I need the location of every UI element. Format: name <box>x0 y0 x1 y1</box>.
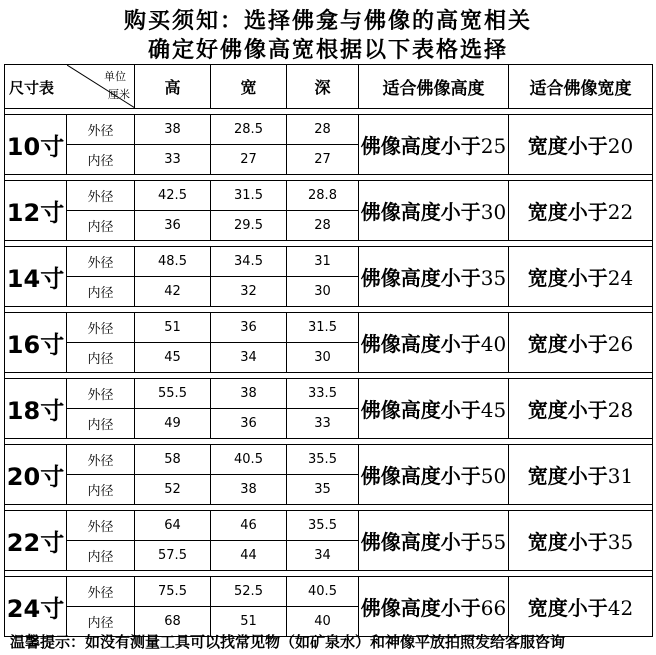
corner-cell <box>5 65 135 109</box>
outer-value: 51 <box>135 313 211 343</box>
inner-value: 30 <box>287 277 359 307</box>
outer-value: 40.5 <box>287 577 359 607</box>
fit-width-cell <box>509 577 653 637</box>
outer-value: 75.5 <box>135 577 211 607</box>
size-cell: 18寸 <box>5 379 67 439</box>
fit-height-value: 35 <box>480 266 507 290</box>
outer-value: 28.5 <box>211 115 287 145</box>
outer-value: 36 <box>211 313 287 343</box>
inner-value: 40 <box>287 607 359 637</box>
outer-value: 58 <box>135 445 211 475</box>
fit-height-value: 55 <box>480 530 507 554</box>
inner-label: 内径 <box>67 211 135 241</box>
outer-value: 38 <box>135 115 211 145</box>
fit-height-value: 40 <box>480 332 507 356</box>
table-row <box>5 115 653 145</box>
table-row <box>5 247 653 277</box>
outer-value: 28 <box>287 115 359 145</box>
outer-label: 外径 <box>67 247 135 277</box>
fit-height-value: 66 <box>480 596 507 620</box>
fit-height-value: 25 <box>480 134 507 158</box>
fit-height-cell <box>359 181 509 241</box>
table-header-row <box>5 65 653 109</box>
inner-value: 38 <box>211 475 287 505</box>
fit-width-value: 20 <box>607 134 634 158</box>
inner-value: 42 <box>135 277 211 307</box>
inner-value: 34 <box>211 343 287 373</box>
size-cell: 22寸 <box>5 511 67 571</box>
fit-width-cell <box>509 115 653 175</box>
col-fit-width-header: 适合佛像宽度 <box>509 65 653 109</box>
outer-value: 38 <box>211 379 287 409</box>
outer-value: 52.5 <box>211 577 287 607</box>
fit-width-prefix: 宽度小于 <box>527 134 608 158</box>
table-row <box>5 511 653 541</box>
fit-height-value: 30 <box>480 200 507 224</box>
fit-height-prefix: 佛像高度小于 <box>360 332 481 356</box>
inner-label: 内径 <box>67 409 135 439</box>
fit-height-prefix: 佛像高度小于 <box>360 398 481 422</box>
inner-value: 52 <box>135 475 211 505</box>
col-height-header: 高 <box>135 65 211 109</box>
outer-value: 55.5 <box>135 379 211 409</box>
fit-height-prefix: 佛像高度小于 <box>360 266 481 290</box>
table-row <box>5 181 653 211</box>
fit-width-cell <box>509 247 653 307</box>
fit-width-prefix: 宽度小于 <box>527 530 608 554</box>
outer-value: 31.5 <box>287 313 359 343</box>
fit-height-cell <box>359 511 509 571</box>
inner-label: 内径 <box>67 277 135 307</box>
inner-value: 33 <box>287 409 359 439</box>
fit-height-prefix: 佛像高度小于 <box>360 134 481 158</box>
size-cell: 14寸 <box>5 247 67 307</box>
outer-value: 35.5 <box>287 511 359 541</box>
inner-value: 49 <box>135 409 211 439</box>
fit-height-value: 50 <box>480 464 507 488</box>
outer-label: 外径 <box>67 577 135 607</box>
fit-width-cell <box>509 511 653 571</box>
outer-label: 外径 <box>67 511 135 541</box>
outer-label: 外径 <box>67 379 135 409</box>
inner-value: 36 <box>211 409 287 439</box>
fit-height-value: 45 <box>480 398 507 422</box>
size-cell: 10寸 <box>5 115 67 175</box>
inner-value: 36 <box>135 211 211 241</box>
fit-height-cell <box>359 115 509 175</box>
page-title: 购买须知：选择佛龛与佛像的高宽相关 <box>123 8 532 34</box>
outer-value: 42.5 <box>135 181 211 211</box>
table-row <box>5 313 653 343</box>
size-cell: 16寸 <box>5 313 67 373</box>
fit-width-prefix: 宽度小于 <box>527 464 608 488</box>
fit-width-value: 22 <box>607 200 634 224</box>
fit-width-value: 31 <box>607 464 634 488</box>
inner-value: 34 <box>287 541 359 571</box>
size-cell: 12寸 <box>5 181 67 241</box>
inner-value: 51 <box>211 607 287 637</box>
inner-value: 27 <box>287 145 359 175</box>
size-table <box>4 64 653 637</box>
outer-value: 64 <box>135 511 211 541</box>
col-width-header: 宽 <box>211 65 287 109</box>
fit-width-value: 26 <box>607 332 634 356</box>
fit-width-prefix: 宽度小于 <box>527 200 608 224</box>
unit-value: 厘米 <box>108 88 130 101</box>
inner-label: 内径 <box>67 541 135 571</box>
fit-width-value: 35 <box>607 530 634 554</box>
page-subtitle: 确定好佛像高宽根据以下表格选择 <box>147 37 508 63</box>
fit-width-cell <box>509 181 653 241</box>
outer-label: 外径 <box>67 115 135 145</box>
inner-label: 内径 <box>67 343 135 373</box>
fit-width-cell <box>509 313 653 373</box>
inner-value: 30 <box>287 343 359 373</box>
fit-width-cell <box>509 445 653 505</box>
inner-label: 内径 <box>67 145 135 175</box>
size-label: 尺寸表 <box>9 79 55 97</box>
fit-height-cell <box>359 577 509 637</box>
tip-note: 温馨提示：如没有测量工具可以找常见物（如矿泉水）和神像平放拍照发给客服咨询 <box>10 633 566 651</box>
fit-height-prefix: 佛像高度小于 <box>360 530 481 554</box>
outer-value: 46 <box>211 511 287 541</box>
outer-value: 33.5 <box>287 379 359 409</box>
outer-label: 外径 <box>67 313 135 343</box>
fit-height-cell <box>359 379 509 439</box>
outer-value: 35.5 <box>287 445 359 475</box>
inner-value: 28 <box>287 211 359 241</box>
size-cell: 20寸 <box>5 445 67 505</box>
inner-value: 45 <box>135 343 211 373</box>
outer-value: 28.8 <box>287 181 359 211</box>
inner-value: 44 <box>211 541 287 571</box>
col-depth-header: 深 <box>287 65 359 109</box>
fit-width-value: 28 <box>607 398 634 422</box>
table-row <box>5 577 653 607</box>
fit-width-value: 24 <box>607 266 634 290</box>
table-row <box>5 379 653 409</box>
fit-width-prefix: 宽度小于 <box>527 398 608 422</box>
fit-height-cell <box>359 247 509 307</box>
fit-width-cell <box>509 379 653 439</box>
col-fit-height-header: 适合佛像高度 <box>359 65 509 109</box>
inner-value: 32 <box>211 277 287 307</box>
inner-label: 内径 <box>67 607 135 637</box>
inner-value: 27 <box>211 145 287 175</box>
inner-value: 68 <box>135 607 211 637</box>
inner-value: 35 <box>287 475 359 505</box>
fit-width-prefix: 宽度小于 <box>527 596 608 620</box>
size-cell: 24寸 <box>5 577 67 637</box>
fit-width-prefix: 宽度小于 <box>527 266 608 290</box>
outer-value: 34.5 <box>211 247 287 277</box>
fit-width-prefix: 宽度小于 <box>527 332 608 356</box>
fit-height-cell <box>359 445 509 505</box>
outer-value: 31.5 <box>211 181 287 211</box>
fit-width-value: 42 <box>607 596 634 620</box>
fit-height-prefix: 佛像高度小于 <box>360 200 481 224</box>
inner-value: 29.5 <box>211 211 287 241</box>
unit-label: 单位 <box>104 70 126 83</box>
fit-height-prefix: 佛像高度小于 <box>360 464 481 488</box>
inner-value: 57.5 <box>135 541 211 571</box>
outer-label: 外径 <box>67 445 135 475</box>
outer-value: 40.5 <box>211 445 287 475</box>
inner-value: 33 <box>135 145 211 175</box>
outer-value: 48.5 <box>135 247 211 277</box>
inner-label: 内径 <box>67 475 135 505</box>
fit-height-cell <box>359 313 509 373</box>
outer-label: 外径 <box>67 181 135 211</box>
outer-value: 31 <box>287 247 359 277</box>
fit-height-prefix: 佛像高度小于 <box>360 596 481 620</box>
table-row <box>5 445 653 475</box>
